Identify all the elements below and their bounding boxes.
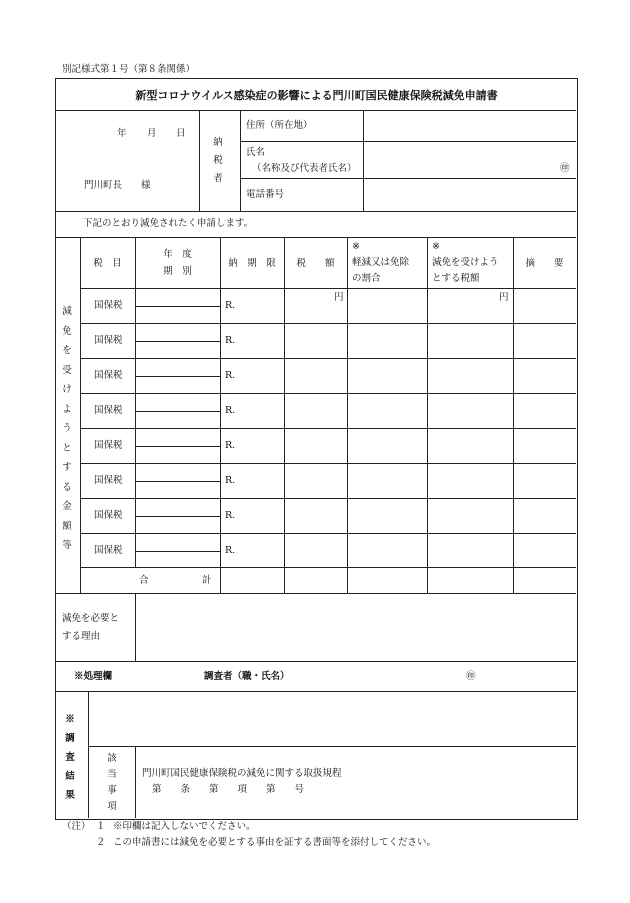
survey-side-label: ※調査結果 bbox=[65, 714, 75, 801]
reason-label-line2: する理由 bbox=[62, 631, 101, 642]
col-year: 年 度 bbox=[163, 249, 192, 260]
total-label-1: 合 bbox=[139, 575, 149, 586]
row-deadline: R. bbox=[225, 405, 236, 416]
taxpayer-label: 納税者 bbox=[213, 137, 223, 185]
row-tax-item: 国保税 bbox=[94, 510, 123, 521]
col-tax-amount: 税 額 bbox=[296, 258, 335, 269]
row-deadline: R. bbox=[225, 335, 236, 346]
address-field[interactable] bbox=[364, 111, 575, 140]
tax-amount-yen: 円 bbox=[334, 292, 344, 303]
address-label: 住所（所在地） bbox=[246, 120, 313, 131]
date-month-label: 月 bbox=[147, 128, 157, 139]
note1-number: １ bbox=[96, 821, 106, 832]
form-title: 新型コロナウイルス感染症の影響による門川町国民健康保険税減免申請書 bbox=[135, 89, 498, 102]
col-tax-item: 税 目 bbox=[93, 258, 122, 269]
amount-side-label: 減免を受けようとする金額等 bbox=[62, 306, 72, 551]
col-deadline: 納 期 限 bbox=[228, 258, 276, 269]
seal-icon: ㊞ bbox=[560, 163, 570, 174]
regulation-refs: 第 条 第 項 第 号 bbox=[152, 784, 305, 795]
name-label: 氏名 bbox=[246, 147, 266, 158]
row-deadline: R. bbox=[225, 545, 236, 556]
col-reduced-mark: ※ bbox=[432, 241, 440, 252]
row-tax-item: 国保税 bbox=[94, 405, 123, 416]
row-deadline: R. bbox=[225, 370, 236, 381]
reason-label-line1: 減免を必要と bbox=[62, 613, 120, 624]
row-tax-item: 国保税 bbox=[94, 370, 123, 381]
row-deadline: R. bbox=[225, 510, 236, 521]
name-sub-label: （名称及び代表者氏名） bbox=[252, 163, 357, 174]
form-number: 別記様式第１号（第８条関係） bbox=[62, 64, 196, 75]
col-ratio-mark: ※ bbox=[352, 241, 360, 252]
row-tax-item: 国保税 bbox=[94, 440, 123, 451]
notes-prefix: （注） bbox=[62, 821, 91, 832]
reduced-amount-yen: 円 bbox=[499, 292, 509, 303]
row-tax-item: 国保税 bbox=[94, 475, 123, 486]
row-tax-item: 国保税 bbox=[94, 335, 123, 346]
applicable-label: 該当事項 bbox=[107, 753, 117, 812]
col-reduced-line2: とする税額 bbox=[432, 273, 480, 284]
processing-label: ※処理欄 bbox=[74, 671, 113, 682]
col-ratio-line2: の割合 bbox=[352, 273, 381, 284]
date-year-label: 年 bbox=[117, 128, 127, 139]
regulation-title: 門川町国民健康保険税の減免に関する取扱規程 bbox=[142, 768, 342, 779]
request-text: 下記のとおり減免されたく申請します。 bbox=[83, 218, 254, 229]
note1-text: ※印欄は記入しないでください。 bbox=[113, 821, 256, 832]
col-remarks: 摘 要 bbox=[525, 258, 564, 269]
row-deadline: R. bbox=[225, 440, 236, 451]
row-tax-item: 国保税 bbox=[94, 300, 123, 311]
phone-field[interactable] bbox=[364, 179, 575, 210]
note2-text: この申請書には減免を必要とする事由を証する書面等を添付してください。 bbox=[113, 837, 437, 848]
total-label-2: 計 bbox=[202, 575, 212, 586]
addressee: 門川町長 様 bbox=[84, 180, 151, 191]
name-field[interactable] bbox=[364, 142, 575, 177]
col-period: 期 別 bbox=[163, 266, 192, 277]
reason-field[interactable] bbox=[136, 594, 575, 660]
row-tax-item: 国保税 bbox=[94, 545, 123, 556]
row-deadline: R. bbox=[225, 300, 236, 311]
col-reduced-line1: 減免を受けよう bbox=[432, 257, 499, 268]
phone-label: 電話番号 bbox=[246, 189, 285, 200]
note2-number: ２ bbox=[96, 837, 106, 848]
row-deadline: R. bbox=[225, 475, 236, 486]
investigator-label: 調査者（職・氏名） bbox=[204, 671, 290, 682]
investigator-seal-icon: ㊞ bbox=[466, 671, 476, 682]
date-day-label: 日 bbox=[176, 128, 186, 139]
col-ratio-line1: 軽減又は免除 bbox=[352, 257, 410, 268]
